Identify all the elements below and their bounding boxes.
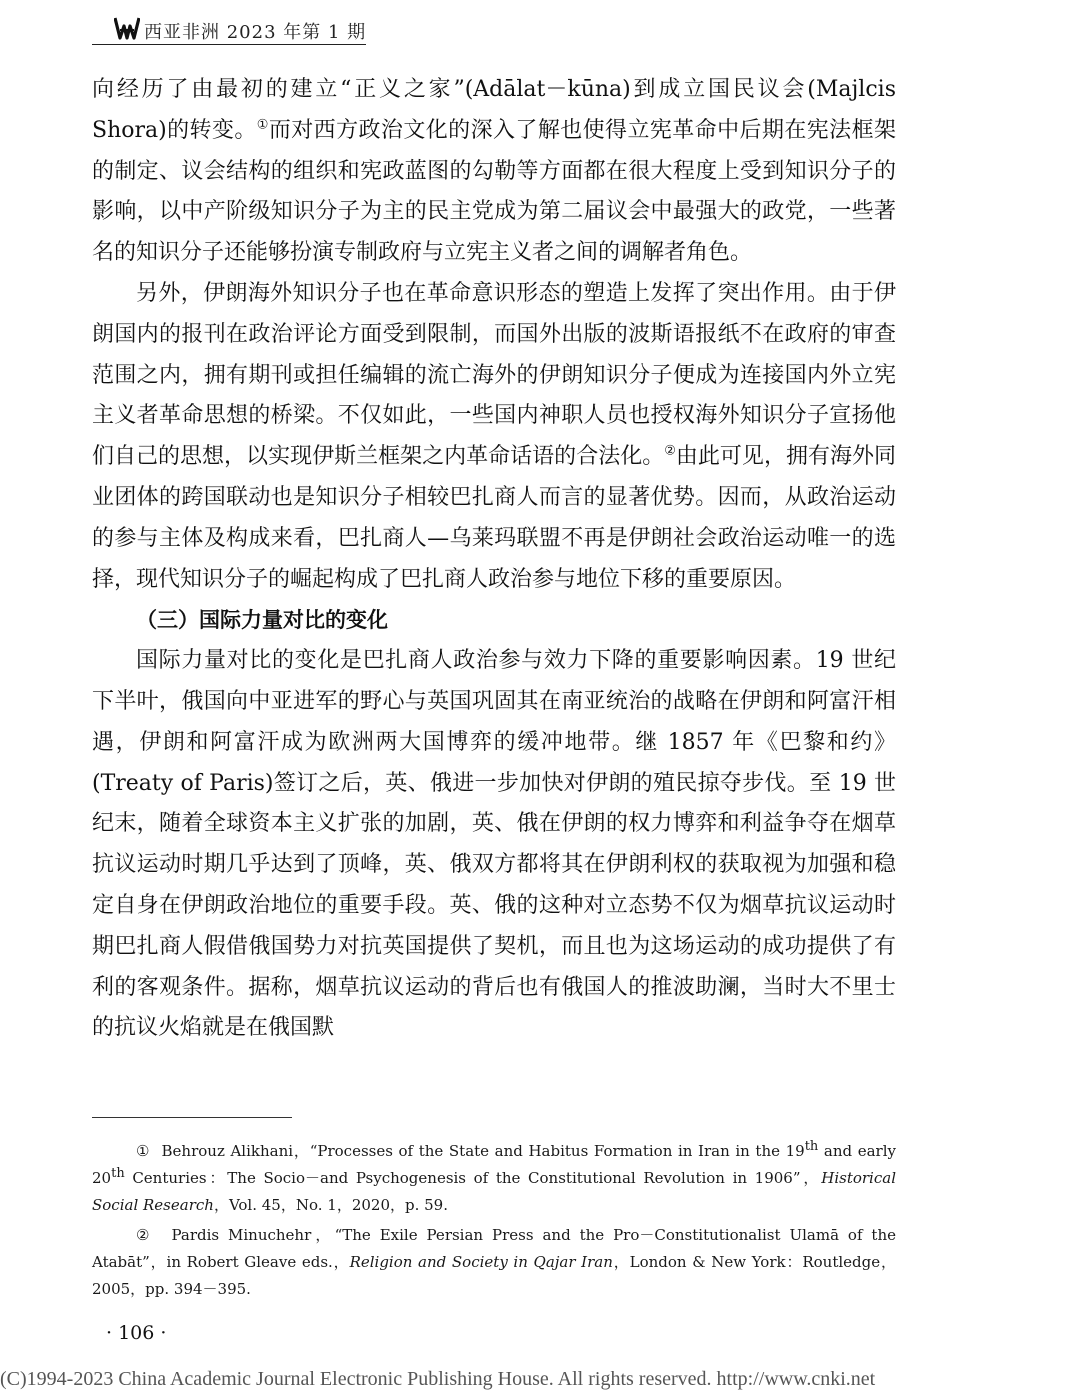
footnotes <box>92 1138 896 1306</box>
footnote-divider <box>92 1117 292 1118</box>
journal-title: 西亚非洲 2023 年第 1 期 <box>144 22 367 43</box>
paragraph-overseas-intellectuals: 另外，伊朗海外知识分子也在革命意识形态的塑造上发挥了突出作用。由于伊朗国内的报刊在政治评论方面受到限制，而国外出版的波斯语报纸不在政府的审查范围之内，拥有期刊或担任编辑的流亡海外的伊朗知识分子便成为连接国内外立宪主义者革命思想的桥梁。不仅如此，一些国内神职人员也授权海外知识分子宣扬他们自己的思想，以实现伊斯兰框架之内革命话语的合法化。②由此可见，拥有海外同业团体的跨国联动也是知识分子相较巴扎商人而言的显著优势。因而，从政治运动的参与主体及构成来看，巴扎商人—乌莱玛联盟不再是伊朗社会政治运动唯一的选择，现代知识分子的崛起构成了巴扎商人政治参与地位下移的重要原因。 <box>92 280 896 592</box>
running-header <box>92 10 366 45</box>
page-number: · 106 · <box>106 1322 167 1344</box>
copyright-notice: (C)1994-2023 China Academic Journal Electronic Publishing House. All rights reserved. http://www.cnki.net <box>0 1368 876 1390</box>
book-title: Religion and Society in Qajar Iran <box>349 1253 613 1271</box>
footnote-2: ② Pardis Minuchehr，“The Exile Persian Press and the Pro－Constitutionalist Ulamā of the Atabāt”，in Robert Gleave eds.，Religion and Society in Qajar Iran，London & New York：Routledge，2005，pp. 394－395. <box>92 1226 897 1298</box>
paragraph-international-forces: 国际力量对比的变化是巴扎商人政治参与效力下降的重要影响因素。19 世纪下半叶，俄国向中亚进军的野心与英国巩固其在南亚统治的战略在伊朗和阿富汗相遇，伊朗和阿富汗成为欧洲两大国博弈的缓冲地带。继 1857 年《巴黎和约》(Treaty of Paris)签订之后，英、俄进一步加快对伊朗的殖民掠夺步伐。至 19 世纪末，随着全球资本主义扩张的加剧，英、俄在伊朗的权力博弈和利益争夺在烟草抗议运动时期几乎达到了顶峰，英、俄双方都将其在伊朗利权的获取视为加强和稳定自身在伊朗政治地位的重要手段。英、俄的这种对立态势不仅为烟草抗议运动时期巴扎商人假借俄国势力对抗英国提供了契机，而且也为这场运动的成功提供了有利的客观条件。据称，烟草抗议运动的背后也有俄国人的推波助澜，当时大不里士的抗议火焰就是在俄国默 <box>92 648 896 1041</box>
section-subheading: （三）国际力量对比的变化 <box>136 608 388 633</box>
paragraph-continued: 向经历了由最初的建立“正义之家”(Adālat－kūna)到成立国民议会(Majlcis Shora)的转变。①而对西方政治文化的深入了解也使得立宪革命中后期在宪法框架的制定、议会结构的组织和宪政蓝图的勾勒等方面都在很大程度上受到知识分子的影响，以中产阶级知识分子为主的民主党成为第二届议会中最强大的政党，一些著名的知识分子还能够扮演专制政府与立宪主义者之间的调解者角色。 <box>92 77 897 266</box>
journal-logo-icon <box>114 16 140 40</box>
main-text <box>92 70 896 1049</box>
footnote-ref-2[interactable]: ② <box>664 443 676 459</box>
footnote-ref-1[interactable]: ① <box>256 117 269 133</box>
journal-name: Historical Social Research <box>92 1169 896 1214</box>
footnote-1: ① Behrouz Alikhani，“Processes of the State and Habitus Formation in Iran in the 19th and early 20th Centuries：The Socio－and Psychogenesis of the Constitutional Revolution in 1906”，Historical Social Research，Vol. 45，No. 1，2020，p. 59. <box>92 1139 896 1214</box>
